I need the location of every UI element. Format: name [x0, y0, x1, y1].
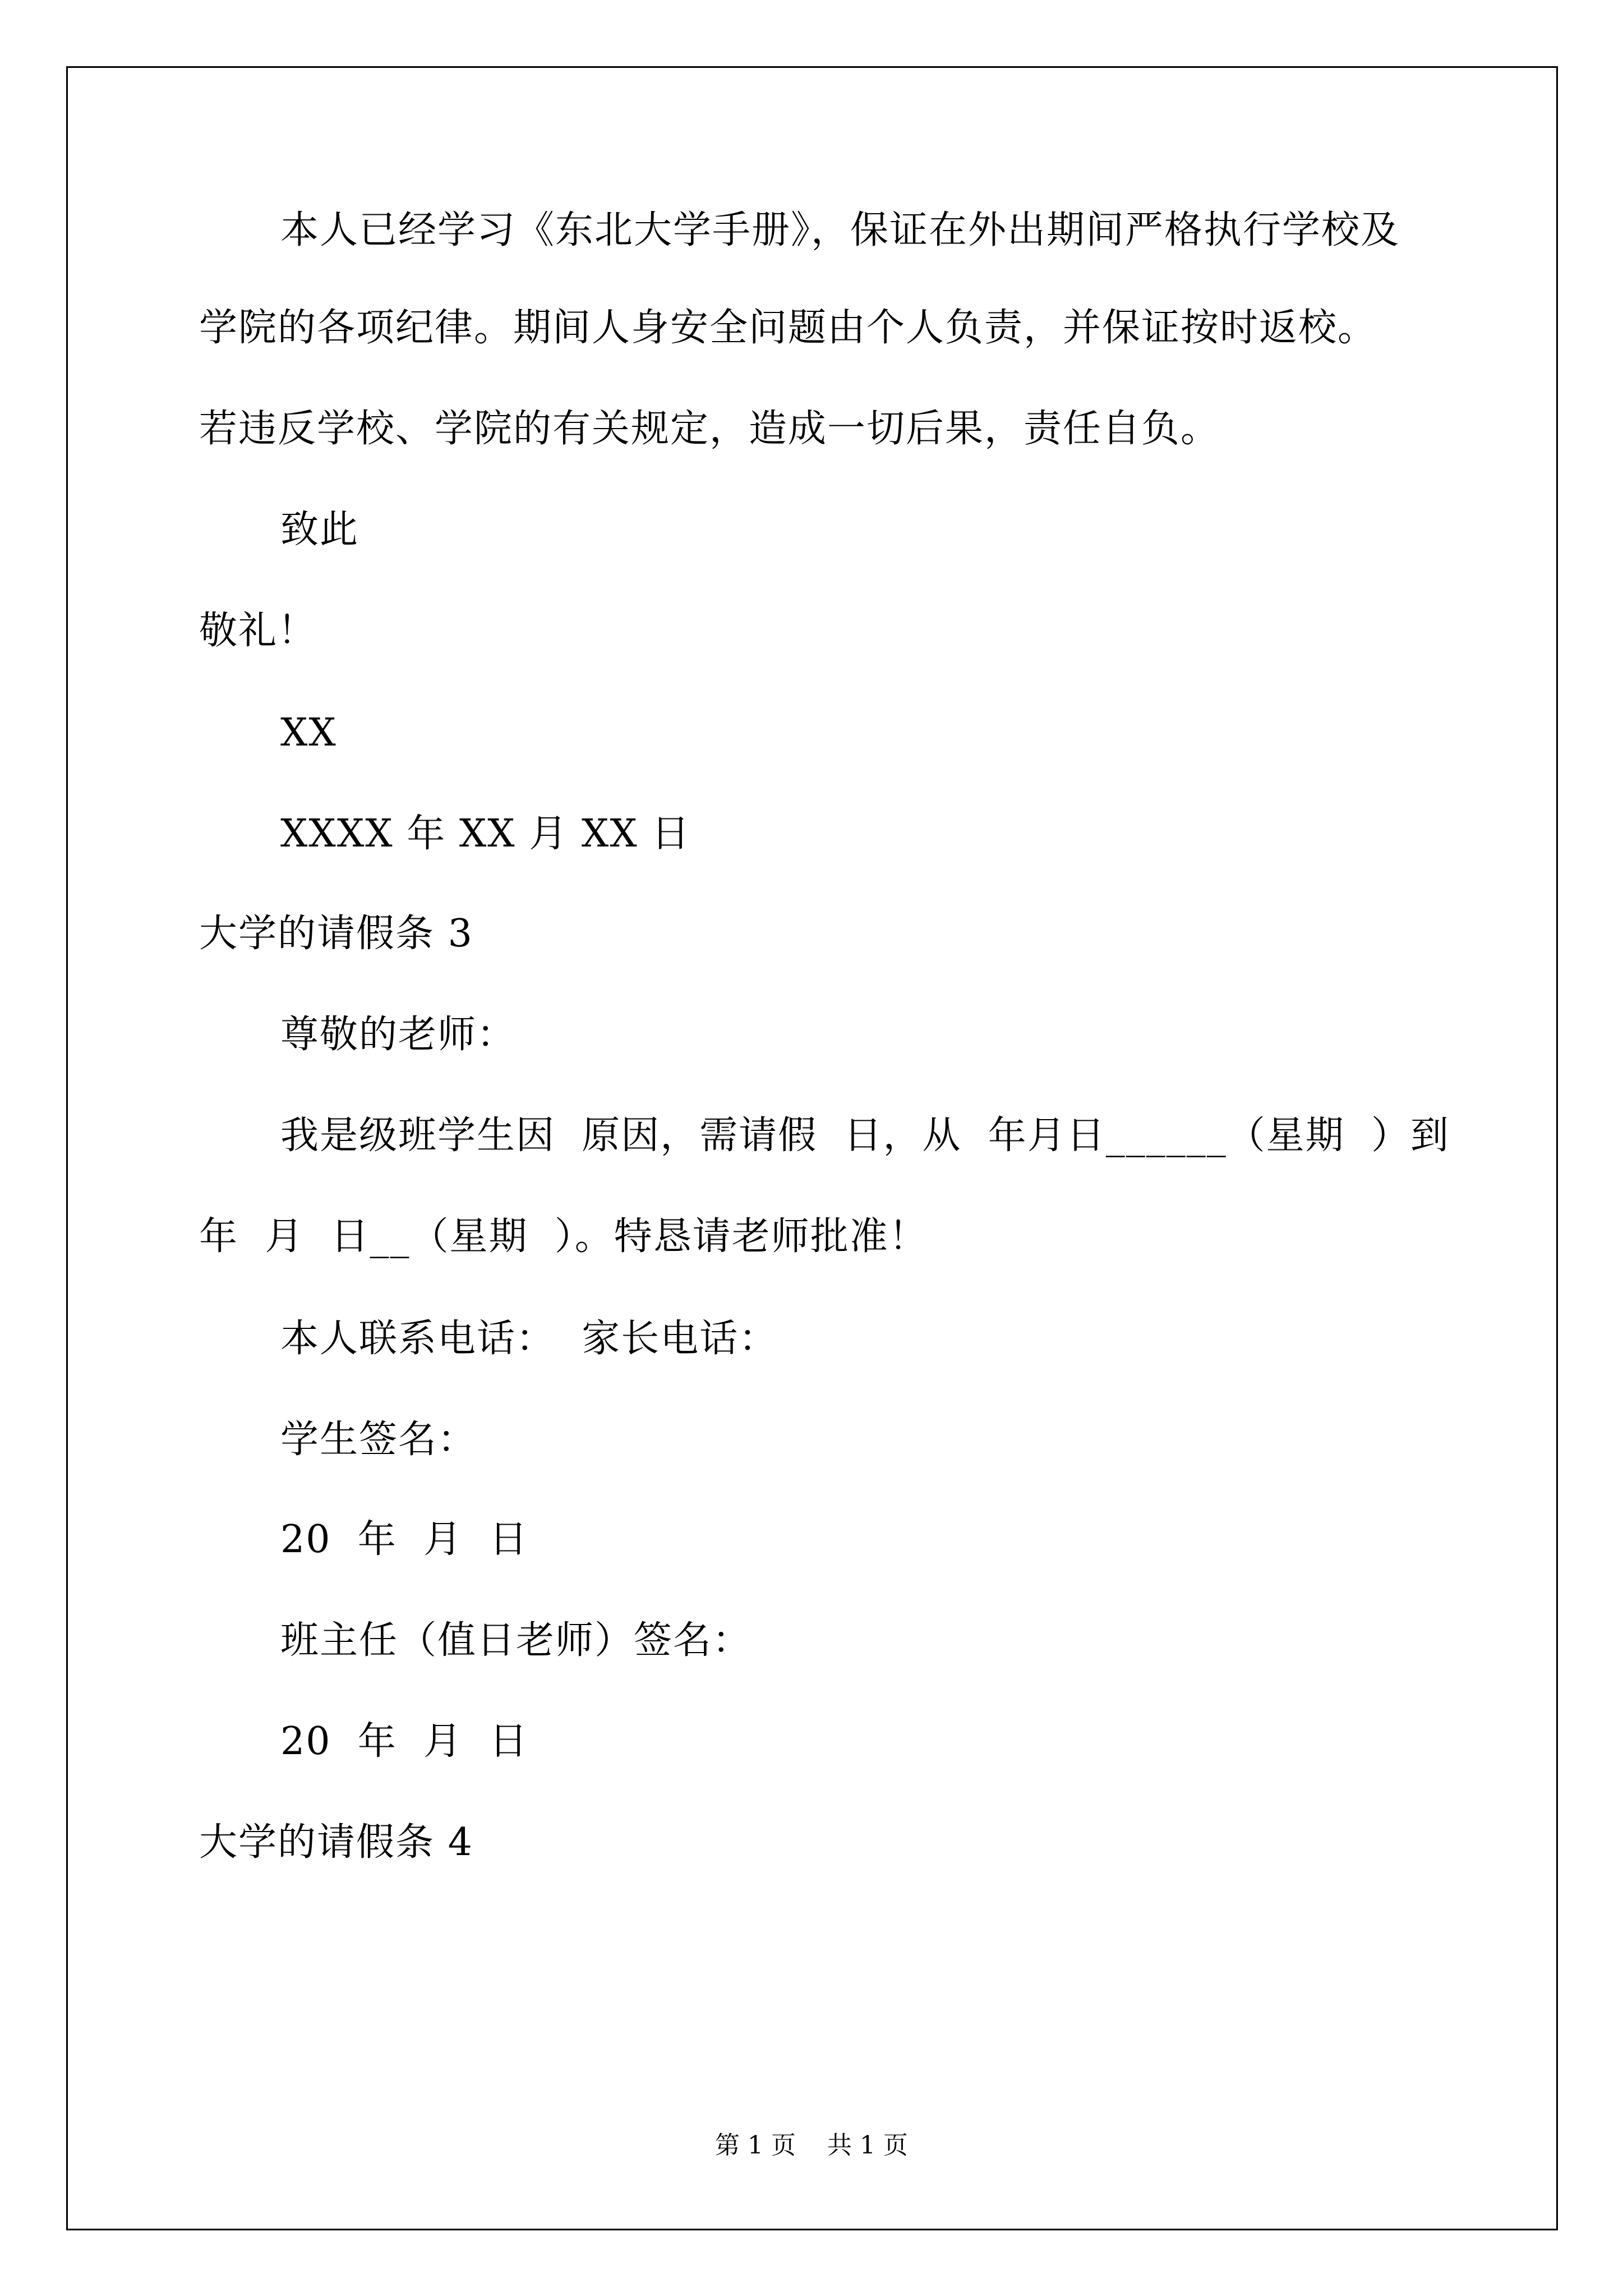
paragraph-line: 本人已经学习《东北大学手册》，保证在外出期间严格执行学校及 — [280, 208, 1400, 252]
paragraph-line: 年 月 日__（星期 ）。特恳请老师批准！ — [199, 1214, 928, 1259]
page-number-footer: 第 1 页 共 1 页 — [715, 2131, 908, 2160]
teacher-signature-line: 班主任（值日老师）签名： — [280, 1618, 752, 1663]
student-signature-line: 学生签名： — [280, 1418, 477, 1462]
section-heading: 大学的请假条 4 — [199, 1820, 473, 1865]
date-line: 20 年 月 日 — [280, 1719, 529, 1764]
signature-date: XXXX 年 XX 月 XX 日 — [280, 812, 691, 856]
salutation: 敬礼！ — [199, 609, 317, 653]
date-line: 20 年 月 日 — [280, 1517, 529, 1562]
paragraph-line: 学院的各项纪律。期间人身安全问题由个人负责，并保证按时返校。 — [199, 306, 1377, 350]
section-heading: 大学的请假条 3 — [199, 912, 473, 956]
contact-phone-line: 本人联系电话： 家长电话： — [280, 1317, 778, 1361]
paragraph-line: 我是级班学生因 原因，需请假 日，从 年月日______（星期 ）到 — [280, 1114, 1450, 1158]
signer-name: XX — [280, 711, 337, 755]
greeting: 尊敬的老师： — [280, 1013, 517, 1057]
paragraph-line: 若违反学校、学院的有关规定，造成一切后果，责任自负。 — [199, 407, 1220, 451]
closing-phrase: 致此 — [280, 508, 359, 552]
